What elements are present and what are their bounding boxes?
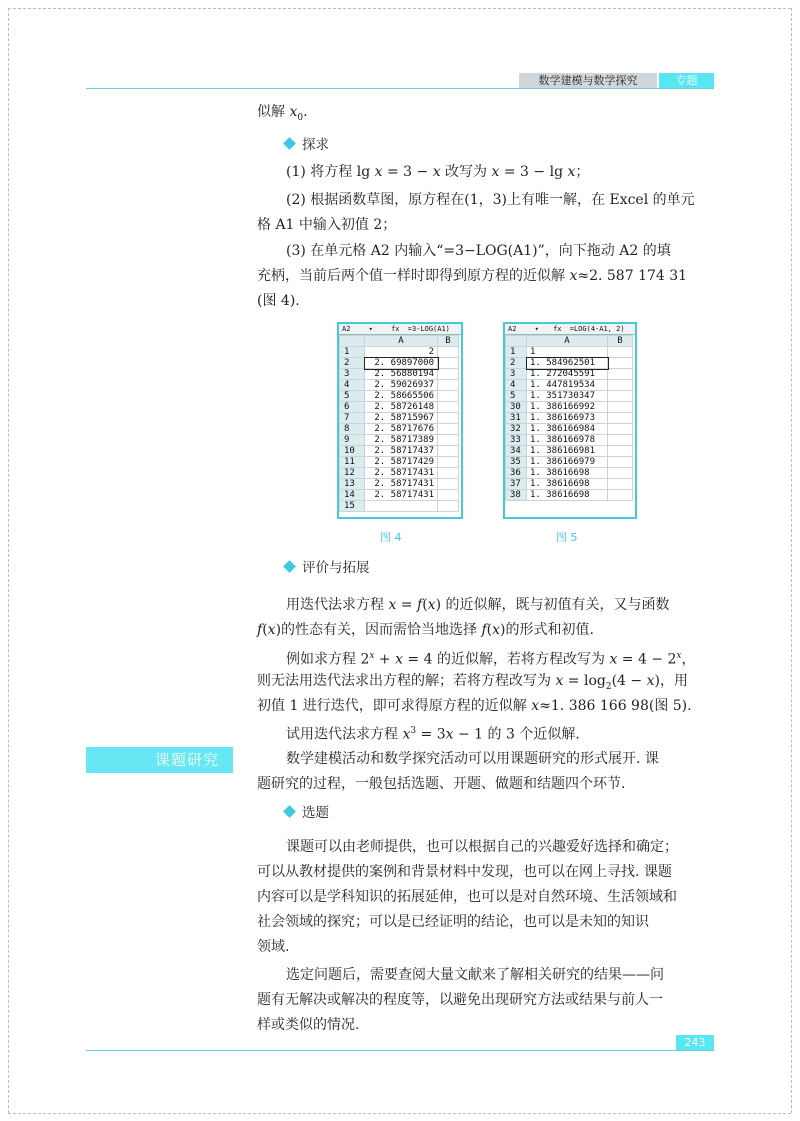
cell-value: 1. 38616698 <box>527 490 608 501</box>
cell-empty <box>608 457 633 468</box>
row-number: 34 <box>506 446 527 457</box>
sheet-row <box>506 446 633 457</box>
figure5-caption: 图 5 <box>556 531 578 544</box>
sheet-row <box>340 468 459 479</box>
cell-empty <box>608 402 633 413</box>
section-heading-explore <box>285 135 329 155</box>
explore-step2-line2: 格 A1 中输入初值 2； <box>257 217 397 233</box>
cell-value: 2. 58717437 <box>365 446 438 457</box>
sheet-row <box>340 347 459 358</box>
sheet-row <box>340 490 459 501</box>
cell-empty <box>438 501 459 512</box>
page-number: 243 <box>676 1035 714 1050</box>
cell-value: 2. 56880194 <box>365 369 438 380</box>
cell-empty <box>608 369 633 380</box>
formula-text: =LOG(4-A1, 2) <box>569 325 625 333</box>
cell-value: 1. 351730347 <box>527 391 608 402</box>
row-number: 13 <box>340 479 365 490</box>
row-number: 7 <box>340 413 365 424</box>
header-rule <box>86 88 714 89</box>
evaluation-line4: 则无法用迭代法求出方程的解；若将方程改写为 $x = \log_2(4 - x)$，用 <box>257 673 688 692</box>
cell-empty <box>608 347 633 358</box>
column-header-b: B <box>438 336 459 347</box>
cell-value: 2 <box>365 347 438 358</box>
row-number: 2 <box>340 358 365 369</box>
row-number: 38 <box>506 490 527 501</box>
row-number: 1 <box>506 347 527 358</box>
research-line1: 数学建模活动和数学探究活动可以用课题研究的形式展开. 课 <box>286 751 659 767</box>
sheet-row <box>340 446 459 457</box>
row-number: 32 <box>506 424 527 435</box>
cell-value: 1. 386166973 <box>527 413 608 424</box>
explore-step3-line1: (3) 在单元格 A2 内输入“=3−LOG(A1)”，向下拖动 A2 的填 <box>286 243 671 259</box>
column-header-a: A <box>527 336 608 347</box>
figure4-grid <box>339 335 459 512</box>
cell-empty <box>438 435 459 446</box>
row-number: 35 <box>506 457 527 468</box>
diamond-bullet-icon <box>283 137 296 150</box>
explore-step2-line1: (2) 根据函数草图，原方程在(1，3)上有唯一解，在 Excel 的单元 <box>286 192 695 208</box>
cell-value: 1. 386166979 <box>527 457 608 468</box>
cell-empty <box>608 468 633 479</box>
row-number: 3 <box>340 369 365 380</box>
cell-value: 2. 69897000 <box>365 358 438 369</box>
dropdown-arrow-icon: ▾ <box>534 325 539 333</box>
math-var: x <box>289 104 298 120</box>
figure4-spreadsheet <box>337 322 463 519</box>
explore-step1: (1) 将方程 lg x = 3 − x 改写为 x = 3 − lg x； <box>286 164 590 180</box>
cell-value: 2. 58717429 <box>365 457 438 468</box>
diamond-bullet-icon <box>283 560 296 573</box>
row-number: 11 <box>340 457 365 468</box>
cell-empty <box>438 479 459 490</box>
cell-empty <box>438 446 459 457</box>
heading-text: 选题 <box>302 805 329 821</box>
row-number: 8 <box>340 424 365 435</box>
cell-value: 2. 58717431 <box>365 490 438 501</box>
sheet-row <box>506 424 633 435</box>
topic-line2: 可以从教材提供的案例和背景材料中发现，也可以在网上寻找. 课题 <box>257 864 672 880</box>
cell-value: 1. 386166981 <box>527 446 608 457</box>
cell-empty <box>608 446 633 457</box>
side-tag-research: 课题研究 <box>86 747 233 773</box>
sheet-row <box>340 435 459 446</box>
research-line2: 题研究的过程，一般包括选题、开题、做题和结题四个环节. <box>257 776 626 792</box>
cell-value: 2. 58717389 <box>365 435 438 446</box>
row-number: 12 <box>340 468 365 479</box>
cell-empty <box>438 391 459 402</box>
topic-line5: 领域. <box>257 939 290 955</box>
cell-value: 2. 58665506 <box>365 391 438 402</box>
row-number: 6 <box>340 402 365 413</box>
figure5-spreadsheet <box>503 322 637 519</box>
cell-reference: A2 <box>508 325 517 333</box>
cell-empty <box>438 347 459 358</box>
sheet-row <box>340 369 459 380</box>
page-frame-left <box>8 8 9 1113</box>
cell-empty <box>608 358 633 369</box>
cell-empty <box>608 391 633 402</box>
cell-empty <box>608 490 633 501</box>
sheet-row <box>506 413 633 424</box>
page-frame-top <box>8 8 791 9</box>
cell-value: 1. 386166984 <box>527 424 608 435</box>
cell-empty <box>438 413 459 424</box>
heading-text: 探求 <box>302 137 329 153</box>
cell-empty <box>438 369 459 380</box>
evaluation-line1: 用迭代法求方程 x = f(x) 的近似解，既与初值有关，又与函数 <box>286 597 670 613</box>
sheet-row <box>340 402 459 413</box>
cell-value: 2. 58717431 <box>365 479 438 490</box>
cell-empty <box>608 435 633 446</box>
sheet-row <box>506 435 633 446</box>
cell-empty <box>608 380 633 391</box>
row-number: 36 <box>506 468 527 479</box>
sheet-row <box>340 457 459 468</box>
evaluation-line2: f(x)的性态有关，因而需恰当地选择 f(x)的形式和初值. <box>257 622 594 638</box>
sheet-row <box>340 391 459 402</box>
row-number: 33 <box>506 435 527 446</box>
cell-empty <box>438 424 459 435</box>
cell-value: 2. 58717431 <box>365 468 438 479</box>
cell-value: 2. 58715967 <box>365 413 438 424</box>
row-number: 15 <box>340 501 365 512</box>
math-sub: 0 <box>297 112 304 123</box>
sheet-row <box>506 380 633 391</box>
diamond-bullet-icon <box>283 805 296 818</box>
cell-empty <box>438 358 459 369</box>
cell-value: 1. 272045591 <box>527 369 608 380</box>
evaluation-line5: 初值 1 进行迭代，即可求得原方程的近似解 x≈1. 386 166 98(图 5). <box>257 698 692 714</box>
topic-line3: 内容可以是学科知识的拓展延伸，也可以是对自然环境、生活领域和 <box>257 889 677 905</box>
formula-bar <box>339 324 461 335</box>
sheet-row <box>506 358 633 369</box>
cell-value: 2. 58726148 <box>365 402 438 413</box>
cell-empty <box>608 413 633 424</box>
row-number: 31 <box>506 413 527 424</box>
cell-empty <box>438 457 459 468</box>
row-number: 9 <box>340 435 365 446</box>
sheet-row <box>340 501 459 512</box>
row-number: 14 <box>340 490 365 501</box>
row-number: 5 <box>340 391 365 402</box>
row-number: 4 <box>506 380 527 391</box>
figure5-grid <box>505 335 633 501</box>
header-section-title: 数学建模与数学探究 <box>519 73 657 88</box>
header-tag: 专题 <box>659 73 714 88</box>
cell-value: 1. 584962501 <box>527 358 608 369</box>
topic-line4: 社会领域的探究；可以是已经证明的结论，也可以是未知的知识 <box>257 914 649 930</box>
row-number: 5 <box>506 391 527 402</box>
sheet-row <box>340 413 459 424</box>
evaluation-line3: 例如求方程 $2^x + x = 4$ 的近似解，若将方程改写为 $x = 4 - 2^x$， <box>286 651 696 668</box>
cell-value: 1. 386166992 <box>527 402 608 413</box>
topic-line7: 题有无解决或解决的程度等，以避免出现研究方法或结果与前人一 <box>257 992 663 1008</box>
cell-value: 2. 58717676 <box>365 424 438 435</box>
cell-value: 1. 38616698 <box>527 468 608 479</box>
sheet-row <box>340 380 459 391</box>
section-heading-evaluation <box>285 558 370 578</box>
row-number: 1 <box>340 347 365 358</box>
fx-icon: fx <box>391 325 400 333</box>
topic-line8: 样或类似的情况. <box>257 1017 360 1033</box>
cell-empty <box>438 468 459 479</box>
continued-line <box>257 99 717 131</box>
sheet-row <box>340 358 459 369</box>
topic-line1: 课题可以由老师提供，也可以根据自己的兴趣爱好选择和确定； <box>286 839 678 855</box>
cell-empty <box>438 490 459 501</box>
page-frame-bottom <box>8 1113 791 1114</box>
fx-icon: fx <box>553 325 562 333</box>
sheet-row <box>506 347 633 358</box>
cell-empty <box>438 380 459 391</box>
row-number: 10 <box>340 446 365 457</box>
row-number: 30 <box>506 402 527 413</box>
explore-step3-line3: (图 4). <box>257 293 300 309</box>
formula-text: =3-LOG(A1) <box>407 325 450 333</box>
evaluation-line6: 试用迭代法求方程 $x^3 = 3x - 1$ 的 3 个近似解. <box>286 726 580 743</box>
sheet-row <box>506 468 633 479</box>
sheet-row <box>506 479 633 490</box>
figure4-caption: 图 4 <box>380 531 402 544</box>
column-header-b: B <box>608 336 633 347</box>
row-number: 2 <box>506 358 527 369</box>
explore-step3-line2: 充柄，当前后两个值一样时即得到原方程的近似解 x≈2. 587 174 31 <box>257 268 688 284</box>
cell-empty <box>608 424 633 435</box>
dropdown-arrow-icon: ▾ <box>368 325 373 333</box>
sheet-row <box>506 391 633 402</box>
text-segment: 似解 <box>257 104 290 120</box>
cell-empty <box>438 402 459 413</box>
row-number: 37 <box>506 479 527 490</box>
sheet-row <box>340 424 459 435</box>
sheet-row <box>506 402 633 413</box>
heading-text: 评价与拓展 <box>302 560 370 576</box>
formula-bar <box>505 324 635 335</box>
column-header-a: A <box>365 336 438 347</box>
text-segment: . <box>303 104 308 120</box>
cell-value: 1. 447819534 <box>527 380 608 391</box>
row-number: 4 <box>340 380 365 391</box>
cell-value: 1 <box>527 347 608 358</box>
topic-line6: 选定问题后，需要查阅大量文献来了解相关研究的结果——问 <box>286 967 664 983</box>
cell-empty <box>608 479 633 490</box>
sheet-row <box>506 457 633 468</box>
cell-value: 1. 386166978 <box>527 435 608 446</box>
cell-reference: A2 <box>342 325 351 333</box>
sheet-row <box>340 479 459 490</box>
cell-value <box>365 501 438 512</box>
cell-value: 1. 38616698 <box>527 479 608 490</box>
footer-rule <box>86 1050 714 1051</box>
sheet-row <box>506 490 633 501</box>
cell-value: 2. 59026937 <box>365 380 438 391</box>
section-heading-topic <box>285 803 329 823</box>
sheet-row <box>506 369 633 380</box>
row-number: 3 <box>506 369 527 380</box>
page-frame-right <box>791 8 792 1113</box>
